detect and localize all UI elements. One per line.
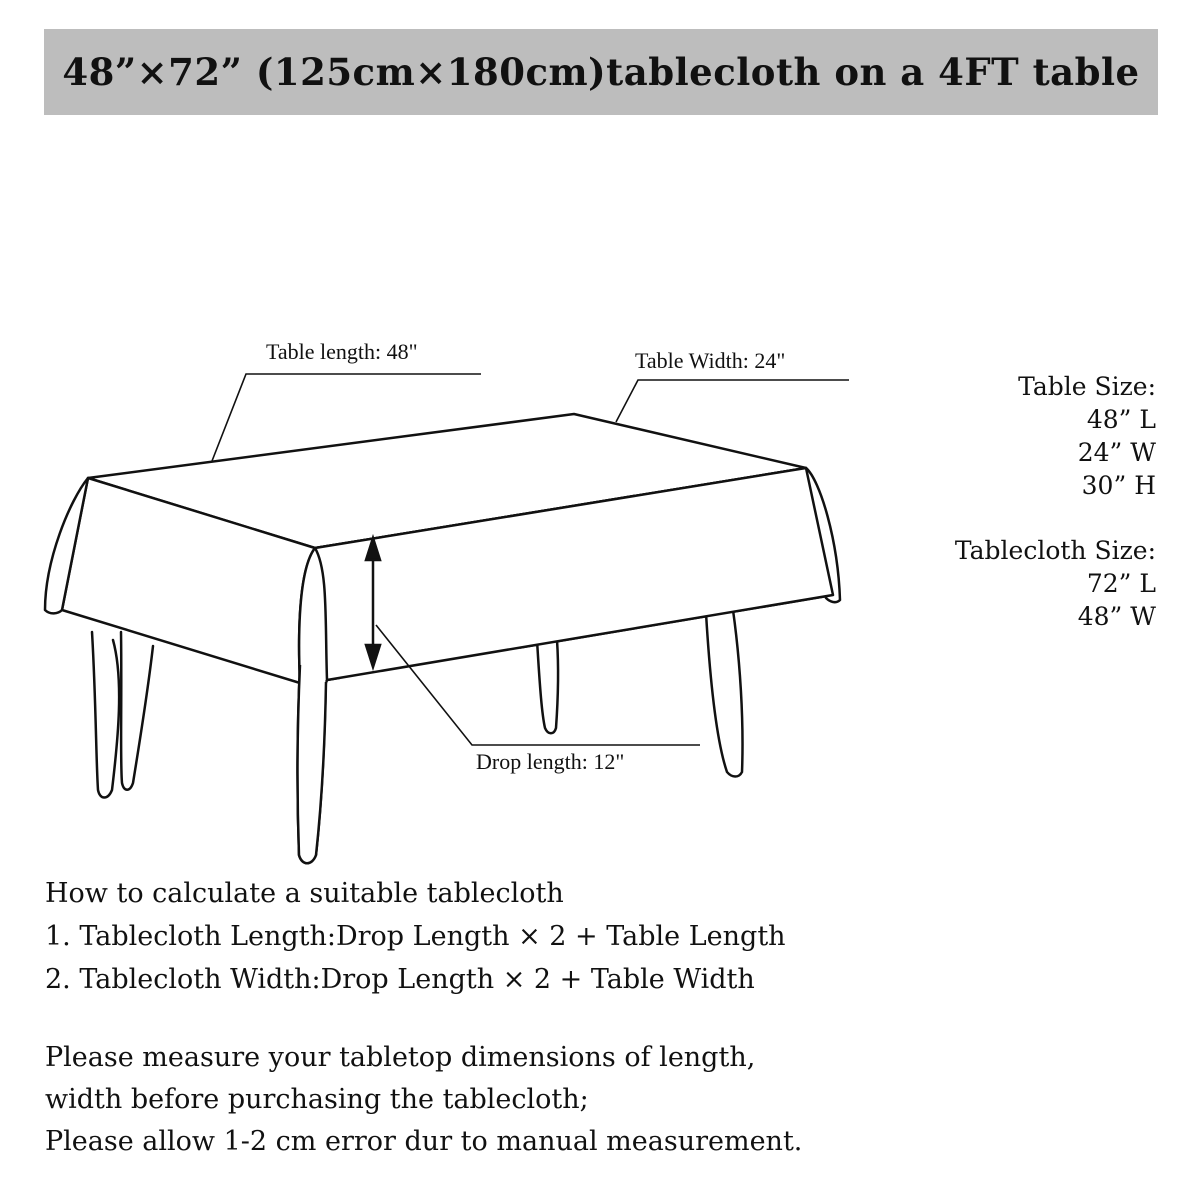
tablecloth-size-heading: Tablecloth Size: [954,536,1156,565]
howto-step-length: 1. Tablecloth Length:Drop Length × 2 + Table Length [45,921,786,952]
page-title: 48”×72” (125cm×180cm)tablecloth on a 4FT table [62,50,1140,94]
note-line-2: width before purchasing the tablecloth; [45,1084,589,1115]
table-size-width: 24” W [1077,438,1156,467]
table-leg-back-middle-lower [537,640,558,733]
note-line-1: Please measure your tabletop dimensions of length, [45,1042,756,1073]
table-size-heading: Table Size: [1018,372,1156,401]
table-leg-far-right [706,610,743,777]
table-size-spec [1018,370,1156,502]
howto-section [45,872,786,1001]
table-size-height: 30” H [1081,471,1156,500]
tablecloth-size-width: 48” W [1077,602,1156,631]
table-size-length: 48” L [1086,405,1156,434]
label-drop-length: Drop length: 12" [476,749,625,774]
leader-table-width [616,380,849,422]
tablecloth-size-spec [955,534,1156,633]
howto-heading: How to calculate a suitable tablecloth [45,878,564,909]
label-table-length: Table length: 48" [266,339,418,364]
notes-section [45,1037,802,1163]
tablecloth-size-length: 72” L [1086,569,1156,598]
howto-step-width: 2. Tablecloth Width:Drop Length × 2 + Table Width [45,964,755,995]
note-line-3: Please allow 1-2 cm error dur to manual measurement. [45,1126,803,1157]
label-table-width: Table Width: 24" [635,348,786,373]
table-leg-back-left [92,632,119,798]
